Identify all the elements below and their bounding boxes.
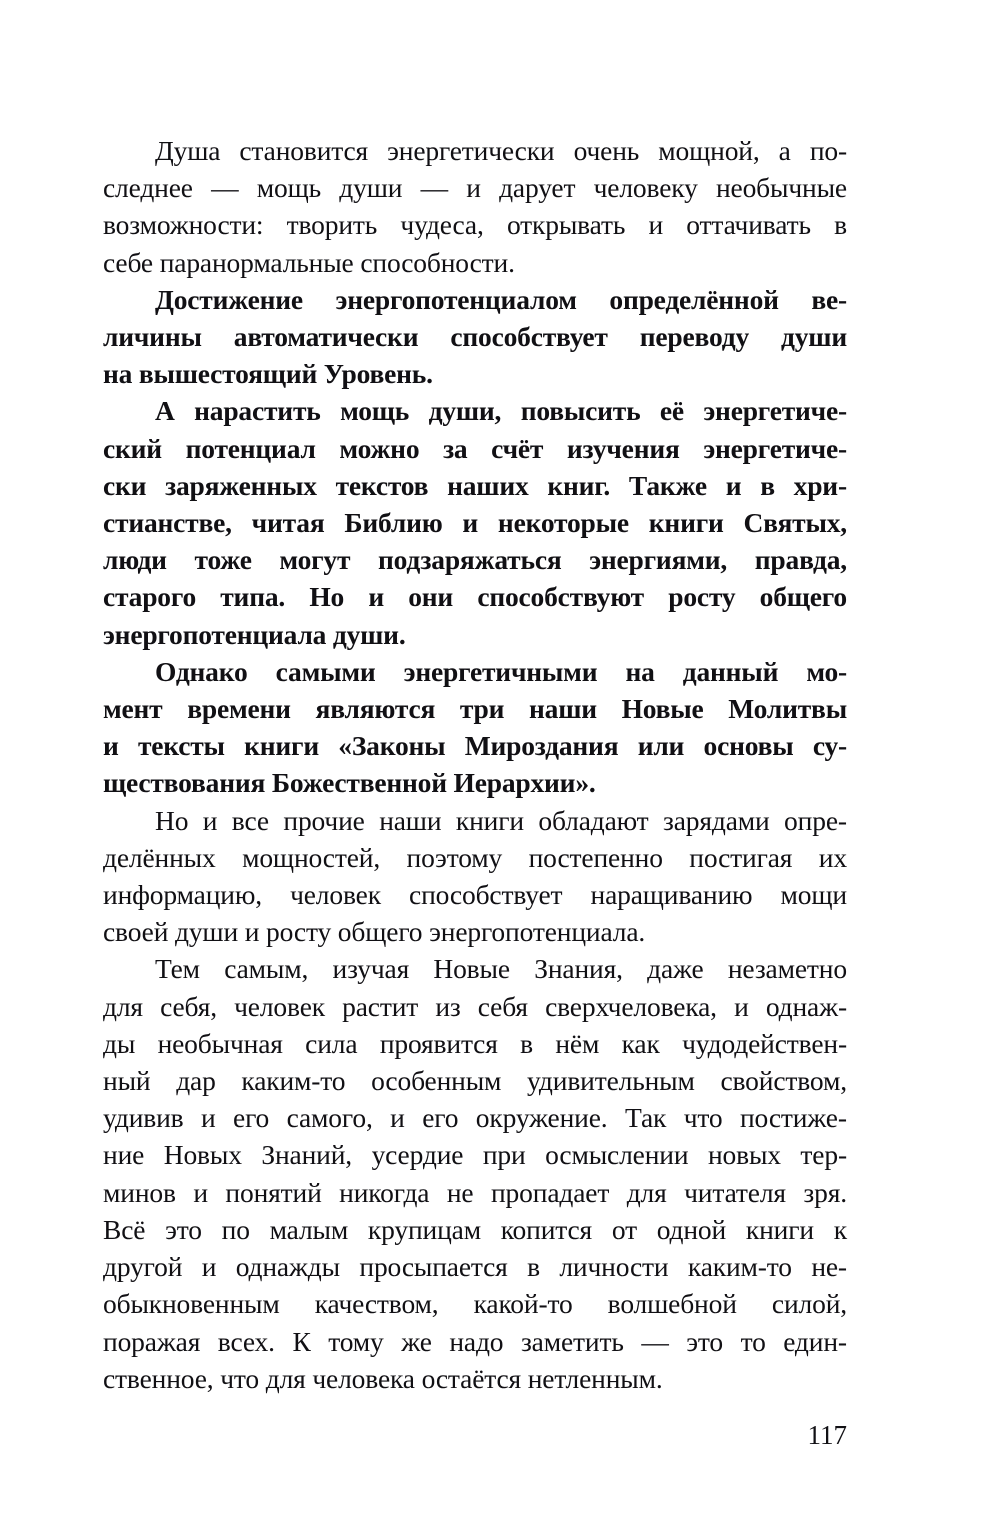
paragraph bbox=[103, 281, 847, 393]
text-line: Однако самыми энергетичными на данный мо- bbox=[155, 655, 847, 687]
text-line: люди тоже могут подзаряжаться энергиями, правда, bbox=[103, 544, 847, 576]
text-line: удивив и его самого, и его окружение. Так что постиже- bbox=[103, 1102, 847, 1134]
text-line: информацию, человек способствует наращиванию мощи bbox=[103, 879, 847, 911]
text-line: ный дар каким-то особенным удивительным свойством, bbox=[103, 1065, 847, 1097]
text-line: поражая всех. К тому же надо заметить — это то един- bbox=[103, 1325, 847, 1357]
text-line: ды необычная сила проявится в нём как чудодействен- bbox=[103, 1027, 847, 1059]
paragraph bbox=[103, 132, 847, 281]
text-line: ние Новых Знаний, усердие при осмыслении новых тер- bbox=[103, 1139, 847, 1171]
paragraph bbox=[103, 950, 847, 1396]
text-line: ски заряженных текстов наших книг. Также и в хри- bbox=[103, 469, 847, 501]
text-line: обыкновенным качеством, какой-то волшебной силой, bbox=[103, 1288, 847, 1320]
text-line: ственное, что для человека остаётся нетленным. bbox=[103, 1362, 663, 1394]
text-line: ский потенциал можно за счёт изучения энергетиче- bbox=[103, 432, 847, 464]
text-line: А нарастить мощь души, повысить её энергетиче- bbox=[155, 395, 847, 427]
text-line: стианстве, читая Библию и некоторые книги Святых, bbox=[103, 507, 847, 539]
text-line: своей души и росту общего энергопотенциала. bbox=[103, 916, 646, 948]
paragraph bbox=[103, 802, 847, 951]
text-line: для себя, человек растит из себя сверхчеловека, и однаж- bbox=[103, 990, 847, 1022]
paragraph bbox=[103, 392, 847, 652]
text-line: другой и однажды просыпается в личности каким-то не- bbox=[103, 1251, 847, 1283]
text-line: личины автоматически способствует переводу души bbox=[103, 321, 847, 353]
text-line: мент времени являются три наши Новые Молитвы bbox=[103, 693, 847, 725]
paragraph bbox=[103, 653, 847, 802]
text-line: старого типа. Но и они способствуют росту общего bbox=[103, 581, 847, 613]
text-line: себе паранормальные способности. bbox=[103, 246, 515, 278]
text-line: Достижение энергопотенциалом определённой ве- bbox=[155, 283, 847, 315]
text-line: Но и все прочие наши книги обладают зарядами опре- bbox=[155, 804, 847, 836]
text-line: минов и понятий никогда не пропадает для читателя зря. bbox=[103, 1176, 847, 1208]
text-line: Всё это по малым крупицам копится от одной книги к bbox=[103, 1213, 847, 1245]
text-line: ществования Божественной Иерархии». bbox=[103, 767, 596, 799]
page-number: 117 bbox=[807, 1420, 847, 1450]
text-line: возможности: творить чудеса, открывать и оттачивать в bbox=[103, 209, 847, 241]
text-line: Тем самым, изучая Новые Знания, даже незаметно bbox=[155, 953, 847, 985]
body-text-column bbox=[103, 132, 847, 1397]
text-line: энергопотенциала души. bbox=[103, 618, 406, 650]
text-line: на вышестоящий Уровень. bbox=[103, 358, 433, 390]
text-line: следнее — мощь души — и дарует человеку необычные bbox=[103, 172, 847, 204]
text-line: и тексты книги «Законы Мироздания или основы су- bbox=[103, 730, 847, 762]
text-line: Душа становится энергетически очень мощной, а по- bbox=[155, 135, 847, 166]
text-line: делённых мощностей, поэтому постепенно постигая их bbox=[103, 841, 847, 873]
